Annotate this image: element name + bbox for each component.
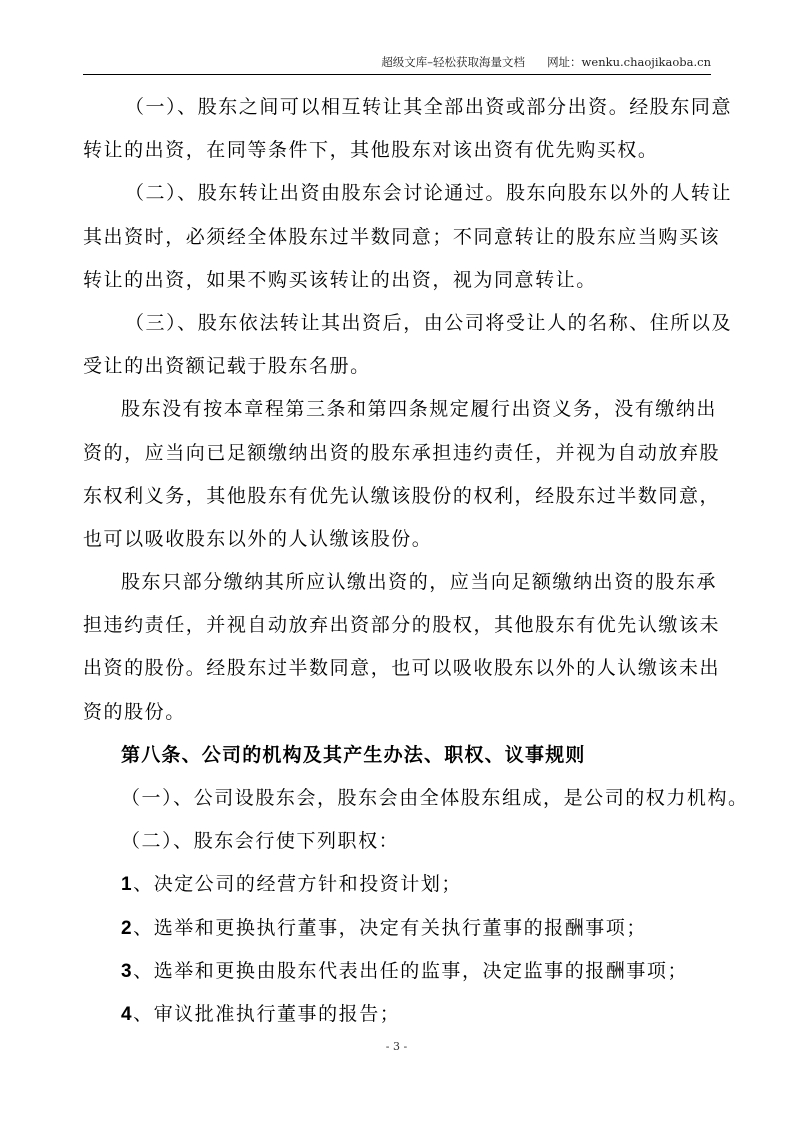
power-item-sep: 、 <box>133 873 154 896</box>
paragraph-line: 股东没有按本章程第三条和第四条规定履行出资义务，没有缴纳出 <box>121 398 717 421</box>
power-item <box>83 950 715 993</box>
paragraph-line: 转让的出资，在同等条件下，其他股东对该出资有优先购买权。 <box>83 139 659 162</box>
power-item-number: 3 <box>121 960 134 982</box>
paragraph-line: 出资的股份。经股东过半数同意，也可以吸收股东以外的人认缴该未出 <box>83 657 721 680</box>
paragraph-line: （一）、股东之间可以相互转让其全部出资或部分出资。经股东同意 <box>125 96 733 118</box>
power-item-text: 选举和更换执行董事，决定有关执行董事的报酬事项； <box>153 916 647 939</box>
document-body <box>83 86 749 1036</box>
paragraph-line: 担违约责任，并视自动放弃出资部分的股权，其他股东有优先认缴该未 <box>83 614 721 637</box>
power-item-number: 2 <box>121 917 134 939</box>
header-text <box>381 54 711 70</box>
article-clause: （二）、股东会行使下列职权： <box>121 830 400 853</box>
power-item-text: 选举和更换由股东代表出任的监事，决定监事的报酬事项； <box>153 959 688 982</box>
paragraph-line: （三）、股东依法转让其出资后，由公司将受让人的名称、住所以及 <box>125 311 733 334</box>
paragraph-line: 其出资时，必须经全体股东过半数同意；不同意转让的股东应当购买该 <box>83 225 721 248</box>
power-item <box>83 863 715 906</box>
power-item-number: 1 <box>121 874 134 896</box>
paragraph-line: 资的股份。 <box>83 700 186 723</box>
paragraph-line: 股东只部分缴纳其所应认缴出资的，应当向足额缴纳出资的股东承 <box>121 571 717 594</box>
paragraph-line: 也可以吸收股东以外的人认缴该股份。 <box>83 527 433 550</box>
paragraph-line: 受让的出资额记载于股东名册。 <box>83 355 371 378</box>
paragraph-line: 东权利义务，其他股东有优先认缴该股份的权利，经股东过半数同意， <box>83 484 721 507</box>
article-clause: （一）、公司设股东会，股东会由全体股东组成，是公司的权力机构。 <box>121 787 749 809</box>
power-item <box>83 993 715 1036</box>
power-item-text: 审议批准执行董事的报告； <box>153 1002 401 1025</box>
header-url: 网址：wenku.chaojikaoba.cn <box>547 55 711 69</box>
header-site-name: 超级文库–轻松获取海量文档 <box>381 55 526 69</box>
power-item <box>83 907 715 950</box>
article-heading: 第八条、公司的机构及其产生办法、职权、议事规则 <box>121 743 586 766</box>
power-item-text: 决定公司的经营方针和投资计划； <box>153 873 462 896</box>
power-item-sep: 、 <box>133 959 154 982</box>
power-item-sep: 、 <box>133 1002 154 1025</box>
power-item-number: 4 <box>121 1003 134 1025</box>
paragraph-line: （二）、股东转让出资由股东会讨论通过。股东向股东以外的人转让 <box>125 182 733 205</box>
page-number: - 3 - <box>385 1040 408 1053</box>
paragraph-line: 转让的出资，如果不购买该转让的出资，视为同意转让。 <box>83 268 597 291</box>
paragraph-line: 资的，应当向已足额缴纳出资的股东承担违约责任，并视为自动放弃股 <box>83 441 721 464</box>
page-header <box>83 48 711 75</box>
power-item-sep: 、 <box>133 916 154 939</box>
